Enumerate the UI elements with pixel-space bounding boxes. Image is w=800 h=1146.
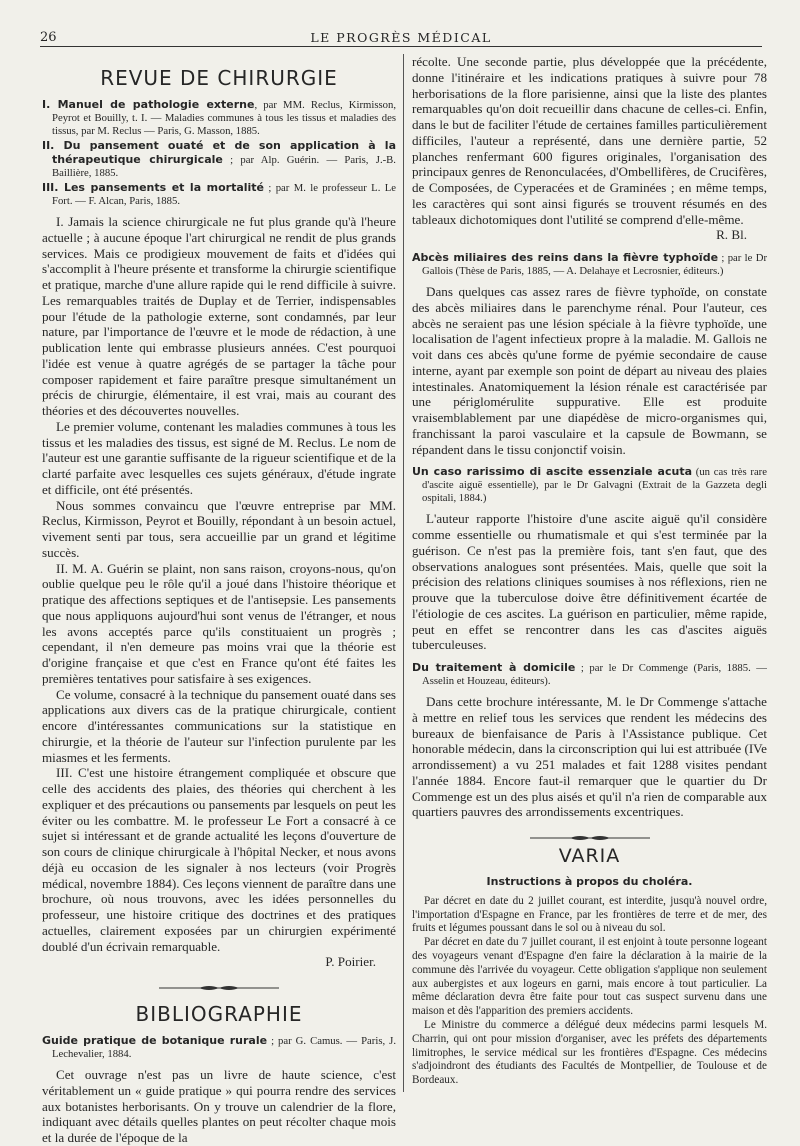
ornament-icon [159,984,279,992]
bibliography-entry: Abcès miliaires des reins dans la fièvre typhoïde ; par le Dr Gallois (Thèse de Paris, 1885, — A. Delahaye et Lecrosnier, éditeurs.) [412,251,768,277]
body-paragraph: III. C'est une histoire étrangement compliquée et obscure que celle des accidents des plaies, des théories qui cherchent à les expliquer et des précautions ou pansements par lesquels on peut les éviter ou les combattre. M. le professeur Le Fort a consacré à ce sujet si intéressant et de grande actualité les leçons d'ouverture de son cours de clinique chirurgicale à l'hôpital Necker, et nous avons déjà eu occasion de les signaler à nos lecteurs (voir Progrès médical, novembre 1884). Ces leçons viennent de paraître dans une brochure, où nous trouvons, avec les idées personnelles du professeur, une histoire critique des doctrines et des pratiques actuelles, clairement exposées par un chirurgien expérimenté doublé d'un écrivain remarquable. [42,765,396,954]
body-paragraph: Dans cette brochure intéressante, M. le Dr Commenge s'attache à mettre en relief tous les services que rendent les médecins des bureaux de bienfaisance de Paris à l'Assistance publique. Cet honorable médecin, dans la circonscription qui lui est attribuée (IVe arrondissement) a vu 251 malades et fait 1288 visites pendant l'année 1884. Encore faut-il remarquer que le quartier du Dr Commenge est un des plus aisés et qu'il n'a rien de comparable aux quartiers pauvres des arrondissements excentriques. [412,694,767,820]
section-title-revue: REVUE DE CHIRURGIE [100,66,338,90]
reference-item: I. Manuel de pathologie externe, par MM. Reclus, Kirmisson, Peyrot et Bouilly, t. I. — Maladies communes à tous les tissus et maladies des tissus, par M. Reclus — Paris, G. Masson, 1885. [42,98,396,137]
author-signature: R. Bl. [716,227,747,243]
ornament-icon [530,834,650,842]
section-title-varia: VARIA [558,845,621,867]
body-paragraph: I. Jamais la science chirurgicale ne fut plus grande qu'à l'heure actuelle ; à aucune époque l'art chirurgical ne rendit de plus grands services. Mais ce prodigieux mouvement de faits et d'idées qui s'accomplit à l'heure présente et transforme la chirurgie scientifique et pratique, marche d'une allure rapide qui le rend difficile à suivre. Les remarquables traités de Duplay et de Terrier, indispensables pour l'étude de la pathologie externe, sont condamnés, par leur nature, par l'importance de l'œuvre et le mode de rédaction, à une publication lente qui embrasse plusieurs années. C'est pourquoi l'idée est venue à quatre agrégés de se partager la tâche pour composer rapidement et faire paraître presque simultanément un précis de chirurgie, élémentaire, il est vrai, mais au courant des théories et des découvertes nouvelles. [42,214,396,418]
body-paragraph: Nous sommes convaincu que l'œuvre entreprise par MM. Reclus, Kirmisson, Peyrot et Bouilly, répondant à un besoin actuel, vivement senti par tous, sera accueillie par un grand et légitime succès. [42,497,396,560]
reference-item: III. Les pansements et la mortalité ; par M. le professeur L. Le Fort. — F. Alcan, Paris, 1885. [42,181,396,207]
bibliography-entry: Un caso rarissimo di ascite essenziale acuta (un cas très rare d'ascite aiguë essentielle), par le Dr Galvagni (Extrait de la Gazzeta degli ospitali, 1884.) [412,465,767,505]
varia-subheading: Instructions à propos du choléra. [486,875,693,888]
column-divider [403,54,404,1092]
left-column [42,54,396,1145]
body-paragraph: Ce volume, consacré à la technique du pansement ouaté dans ses applications aux divers cas de la pratique chirurgicale, contient encore d'intéressantes communications sur la statistique en chirurgie, et la théorie de l'auteur sur l'infection purulente par les miasmes et les ferments. [42,686,396,765]
body-paragraph: Cet ouvrage n'est pas un livre de haute science, c'est véritablement un « guide pratique » qui pourra rendre des services aux botanistes herborisants. On y trouve un calendrier de la flore, indiquant avec détails quelles plantes on peut récolter chaque mois et la durée de l'époque de la [42,1067,396,1145]
bibliography-entry: Du traitement à domicile ; par le Dr Commenge (Paris, 1885. — Asselin et Houzeau, éditeurs). [412,661,767,687]
body-paragraph: II. M. A. Guérin se plaint, non sans raison, croyons-nous, qu'on oublie quelque peu le rôle qu'il a joué dans l'histoire théorique et pratique des affections septiques et de l'antisepsie. Les pansements que nous appliquons aujourd'hui sont venus de l'étranger, et nous les avons acceptés parce qu'ils constituaient un progrès ; cependant, il n'en demeure pas moins vrai que la théorie est d'origine française et que c'est en France qu'ont été faites les premières tentatives pour satisfaire à ses exigences. [42,560,396,686]
body-paragraph: récolte. Une seconde partie, plus développée que la précédente, donne l'itinéraire et les indications pratiques à suivre pour 78 herborisations de la flore parisienne, ainsi que la liste des plantes remarquables qu'on doit recueillir dans chacune de celles-ci. Enfin, dans le but de faciliter l'étude de certaines familles particulièrement difficiles, l'auteur a représenté, dans une dernière partie, 52 planches renfermant 600 figures originales, l'organisation des principaux genres de Renonculacées, d'Ombellifères, de Crucifères, de Composées, de Cyperacées et de Graminées ; en même temps, les caractères qui sont ainsi figurés se trouvent résumés en des tableaux dichotomiques dont l'utilité se comprend d'elle-même. [412,54,767,227]
body-paragraph: Par décret en date du 7 juillet courant, il est enjoint à toute personne logeant des voyageurs venant d'Espagne d'en faire la déclaration à la mairie de la commune dès l'arrivée du voyageur. Cette obligation s'applique non seulement aux aubergistes et aux logeurs en garni, mais encore à tout particulier. La même déclaration devra être faite pour tout cas suspect survenu dans une maison et dès l'apparition des premiers accidents. [412,936,767,1018]
body-paragraph: Par décret en date du 2 juillet courant, est interdite, jusqu'à nouvel ordre, l'importation d'Espagne en France, par les frontières de terre et de mer, des fruits et légumes poussant dans le sol ou à niveau du sol. [412,894,767,935]
right-column [412,54,767,1092]
bibliography-entry: Guide pratique de botanique rurale ; par G. Camus. — Paris, J. Lechevalier, 1884. [42,1034,396,1060]
body-paragraph: L'auteur rapporte l'histoire d'une ascite aiguë qu'il considère comme essentielle ou rhumatismale et qui s'est terminée par la guérison. Ce n'est pas la première fois, tant s'en faut, que des observations analogues sont présentées. Mais, quelle que soit la précision des relations cliniques soumises à nos réflexions, rien ne prouve que la tuberculose doive être définitivement écartée de l'étiologie de ces ascites. La guérison en particulier, même rapide, peut en effet se rencontrer dans les cas d'ascites aiguës tuberculeuses. [412,511,767,653]
reference-list [42,98,396,208]
body-paragraph: Le premier volume, contenant les maladies communes à tous les tissus et les maladies des tissus, est signé de M. Reclus. Le nom de l'auteur est une garantie suffisante de la rigueur scientifique et de la clarté parfaite avec lesquelles ces sujets généraux, d'étude ingrate et difficile, ont été présentés. [42,418,396,497]
section-title-bibliographie: BIBLIOGRAPHIE [135,1002,303,1026]
varia-text [412,895,767,1088]
author-signature: P. Poirier. [325,954,376,970]
journal-title: LE PROGRÈS MÉDICAL [310,30,492,45]
body-paragraph: Le Ministre du commerce a délégué deux médecins parmi lesquels M. Charrin, qui ont pour mission d'organiser, avec les préfets des départements limitrophes, le service médical sur les frontières d'Espagne. Ces médecins s'adjoindront des étudiants des Facultés de Montpellier, de Toulouse et de Bordeaux. [412,1018,767,1087]
reference-item: II. Du pansement ouaté et de son application à la thérapeutique chirurgicale ; par Alp. Guérin. — Paris, J.-B. Baillière, 1885. [42,139,396,179]
ornament-divider [412,830,767,840]
ornament-divider [42,980,396,990]
body-paragraph: Dans quelques cas assez rares de fièvre typhoïde, on constate des abcès miliaires dans le parenchyme rénal. Pour l'auteur, ces abcès ne seraient pas une lésion spéciale à la fièvre typhoïde, une localisation de l'agent infectieux propre à la maladie. M. Gallois ne voit dans ces abcès qu'une forme de pyémie secondaire de cause interne, ayant par exemple son point de départ au niveau des plaies intestinales. Anatomiquement la lésion rénale est caractérisée par une périglomérulite suppurative. Elle est produite vraisemblablement par une diapédèse de micro-organismes qui, franchissant la paroi vasculaire et la capsule de Bowmann, se répandent dans le tissu conjonctif voisin. [412,284,767,457]
page-number: 26 [40,30,57,45]
running-header [40,30,762,47]
